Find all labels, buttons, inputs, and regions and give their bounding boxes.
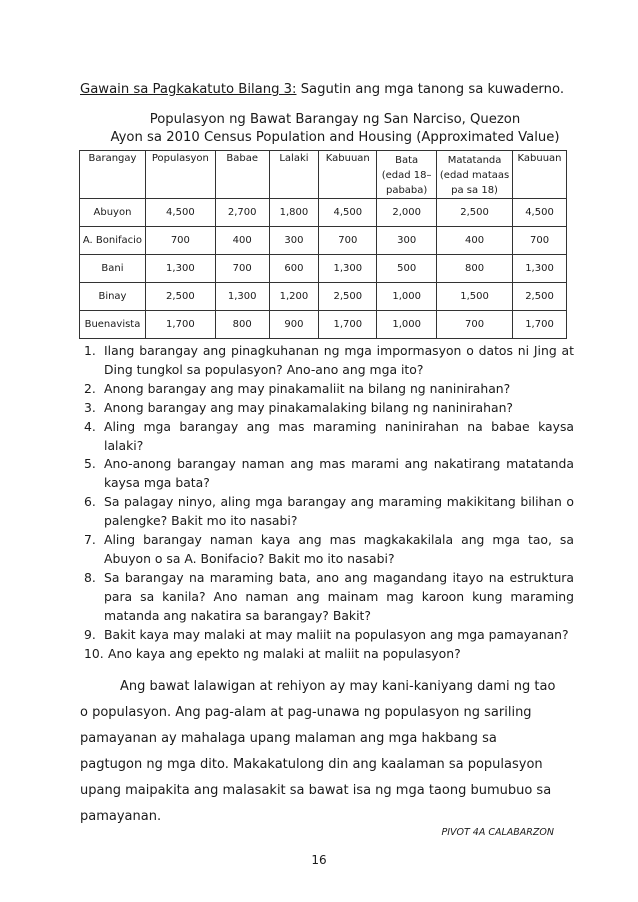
header-line: pababa) xyxy=(385,185,428,196)
question-item xyxy=(84,455,574,493)
table-header-6 xyxy=(437,151,513,199)
table-header-7 xyxy=(513,151,567,199)
table-header-3 xyxy=(269,151,319,199)
table-cell: 1,800 xyxy=(269,199,319,227)
table-row xyxy=(80,311,567,339)
question-text: Anong barangay ang may pinakamaliit na bilang ng naninirahan? xyxy=(104,380,511,396)
question-number: 2. xyxy=(84,380,96,396)
table-body xyxy=(80,199,567,339)
question-item xyxy=(84,569,574,626)
table-row xyxy=(80,255,567,283)
table-row xyxy=(80,283,567,311)
table-header-2 xyxy=(215,151,269,199)
table-cell: 1,300 xyxy=(319,255,377,283)
table-cell: 2,500 xyxy=(145,283,215,311)
table-cell: Binay xyxy=(80,283,146,311)
activity-instruction: Sagutin ang mga tanong sa kuwaderno. xyxy=(300,82,565,97)
table-cell: 1,700 xyxy=(513,311,567,339)
question-text: Ilang barangay ang pinagkuhanan ng mga impormasyon o datos ni Jing at Ding tungkol sa populasyon? Ano-ano ang mga ito? xyxy=(104,343,574,377)
header-line: (edad mataas xyxy=(439,170,510,181)
table-header-0 xyxy=(80,151,146,199)
table-cell: 700 xyxy=(319,227,377,255)
question-text: Aling mga barangay ang mas maraming naninirahan na babae kaysa lalaki? xyxy=(104,418,574,453)
question-text: Ano kaya ang epekto ng malaki at maliit na populasyon? xyxy=(108,645,461,661)
table-cell: Buenavista xyxy=(80,311,146,339)
table-cell: 1,500 xyxy=(437,283,513,311)
table-header-row xyxy=(80,151,567,199)
question-number: 8. xyxy=(84,569,96,585)
question-list xyxy=(84,342,574,663)
table-cell: 500 xyxy=(377,255,437,283)
question-item xyxy=(84,531,574,569)
table-row xyxy=(80,227,567,255)
activity-label: Gawain sa Pagkakatuto Bilang 3: xyxy=(80,82,297,97)
table-cell: 700 xyxy=(513,227,567,255)
question-number: 5. xyxy=(84,456,96,472)
page-number: 16 xyxy=(311,853,327,867)
table-cell: 1,300 xyxy=(513,255,567,283)
question-number: 3. xyxy=(84,399,96,415)
table-cell: 1,000 xyxy=(377,311,437,339)
table-cell: 400 xyxy=(437,227,513,255)
question-number: 7. xyxy=(84,532,96,548)
table-cell: 4,500 xyxy=(145,199,215,227)
question-item xyxy=(84,342,574,380)
table-cell: 2,000 xyxy=(377,199,437,227)
question-item xyxy=(84,380,574,399)
question-text: Aling barangay naman kaya ang mas magkakakilala ang mga tao, sa Abuyon o sa A. Bonifacio? Bakit mo ito nasabi? xyxy=(104,532,574,566)
question-number: 1. xyxy=(84,343,96,358)
table-cell: 1,700 xyxy=(319,311,377,339)
header-line: Kabuuan xyxy=(325,153,370,164)
header-line: Barangay xyxy=(88,153,137,164)
table-header-1 xyxy=(145,151,215,199)
question-item xyxy=(84,626,574,645)
question-text: Bakit kaya may malaki at may maliit na populasyon ang mga pamayanan? xyxy=(104,626,569,642)
table-cell: 2,500 xyxy=(513,283,567,311)
table-header-5 xyxy=(377,151,437,199)
table-cell: 700 xyxy=(215,255,269,283)
header-line: Kabuuan xyxy=(517,153,562,164)
table-cell: 700 xyxy=(145,227,215,255)
table-cell: 700 xyxy=(437,311,513,339)
question-number: 10. xyxy=(84,645,104,661)
question-item xyxy=(84,399,574,418)
table-cell: 400 xyxy=(215,227,269,255)
table-cell: Bani xyxy=(80,255,146,283)
table-cell: 2,500 xyxy=(437,199,513,227)
header-line: Babae xyxy=(226,153,258,164)
activity-heading xyxy=(80,82,564,97)
table-cell: 4,500 xyxy=(513,199,567,227)
table-cell: 800 xyxy=(437,255,513,283)
table-header-4 xyxy=(319,151,377,199)
question-text: Sa palagay ninyo, aling mga barangay ang maraming makikitang bilihan o palengke? Bakit mo ito nasabi? xyxy=(104,494,574,529)
table-row xyxy=(80,199,567,227)
table-cell: 2,700 xyxy=(215,199,269,227)
table-cell: 300 xyxy=(377,227,437,255)
question-text: Ano-anong barangay naman ang mas marami ang nakatirang matatanda kaysa mga bata? xyxy=(104,456,574,491)
table-title-line2: Ayon sa 2010 Census Population and Housing (Approximated Value) xyxy=(110,130,560,145)
table-cell: 800 xyxy=(215,311,269,339)
header-line: Populasyon xyxy=(151,153,209,164)
footer-label: PIVOT 4A CALABARZON xyxy=(441,827,554,838)
population-table xyxy=(79,150,567,339)
header-line: pa sa 18) xyxy=(451,185,498,196)
header-line: Bata xyxy=(395,155,419,166)
question-item xyxy=(84,418,574,456)
table-cell: 1,000 xyxy=(377,283,437,311)
table-cell: A. Bonifacio xyxy=(80,227,146,255)
table-cell: 2,500 xyxy=(319,283,377,311)
table-cell: 900 xyxy=(269,311,319,339)
table-cell: 1,300 xyxy=(145,255,215,283)
table-cell: 300 xyxy=(269,227,319,255)
question-number: 9. xyxy=(84,626,96,642)
table-cell: 4,500 xyxy=(319,199,377,227)
header-line: (edad 18– xyxy=(381,170,432,181)
table-cell: 600 xyxy=(269,255,319,283)
question-number: 4. xyxy=(84,418,96,434)
question-number: 6. xyxy=(84,494,96,510)
table-cell: 1,700 xyxy=(145,311,215,339)
header-line: Lalaki xyxy=(279,153,309,164)
table-cell: Abuyon xyxy=(80,199,146,227)
question-item xyxy=(84,493,574,531)
header-line: Matatanda xyxy=(447,155,502,166)
question-item xyxy=(84,645,574,664)
table-title-line1: Populasyon ng Bawat Barangay ng San Narciso, Quezon xyxy=(149,112,521,127)
paragraph-text: Ang bawat lalawigan at rehiyon ay may kani-kaniyang dami ng tao o populasyon. Ang pag-alam at pag-unawa ng populasyon ng sariling pamayanan ay mahalaga upang malaman ang mga hakbang sa pagtugon ng mga dito. Makakatulong din ang kaalaman sa populasyon upang maipakita ang malasakit sa bawat isa ng mga taong bumubuo sa pamayanan. xyxy=(80,679,556,824)
table-cell: 1,300 xyxy=(215,283,269,311)
question-text: Sa barangay na maraming bata, ano ang magandang itayo na estruktura para sa kanila? Ano naman ang mainam mag karoon kung maraming matanda ang nakatira sa barangay? Bakit? xyxy=(104,569,574,623)
table-cell: 1,200 xyxy=(269,283,319,311)
question-text: Anong barangay ang may pinakamalaking bilang ng naninirahan? xyxy=(104,399,514,415)
closing-paragraph xyxy=(80,674,560,830)
